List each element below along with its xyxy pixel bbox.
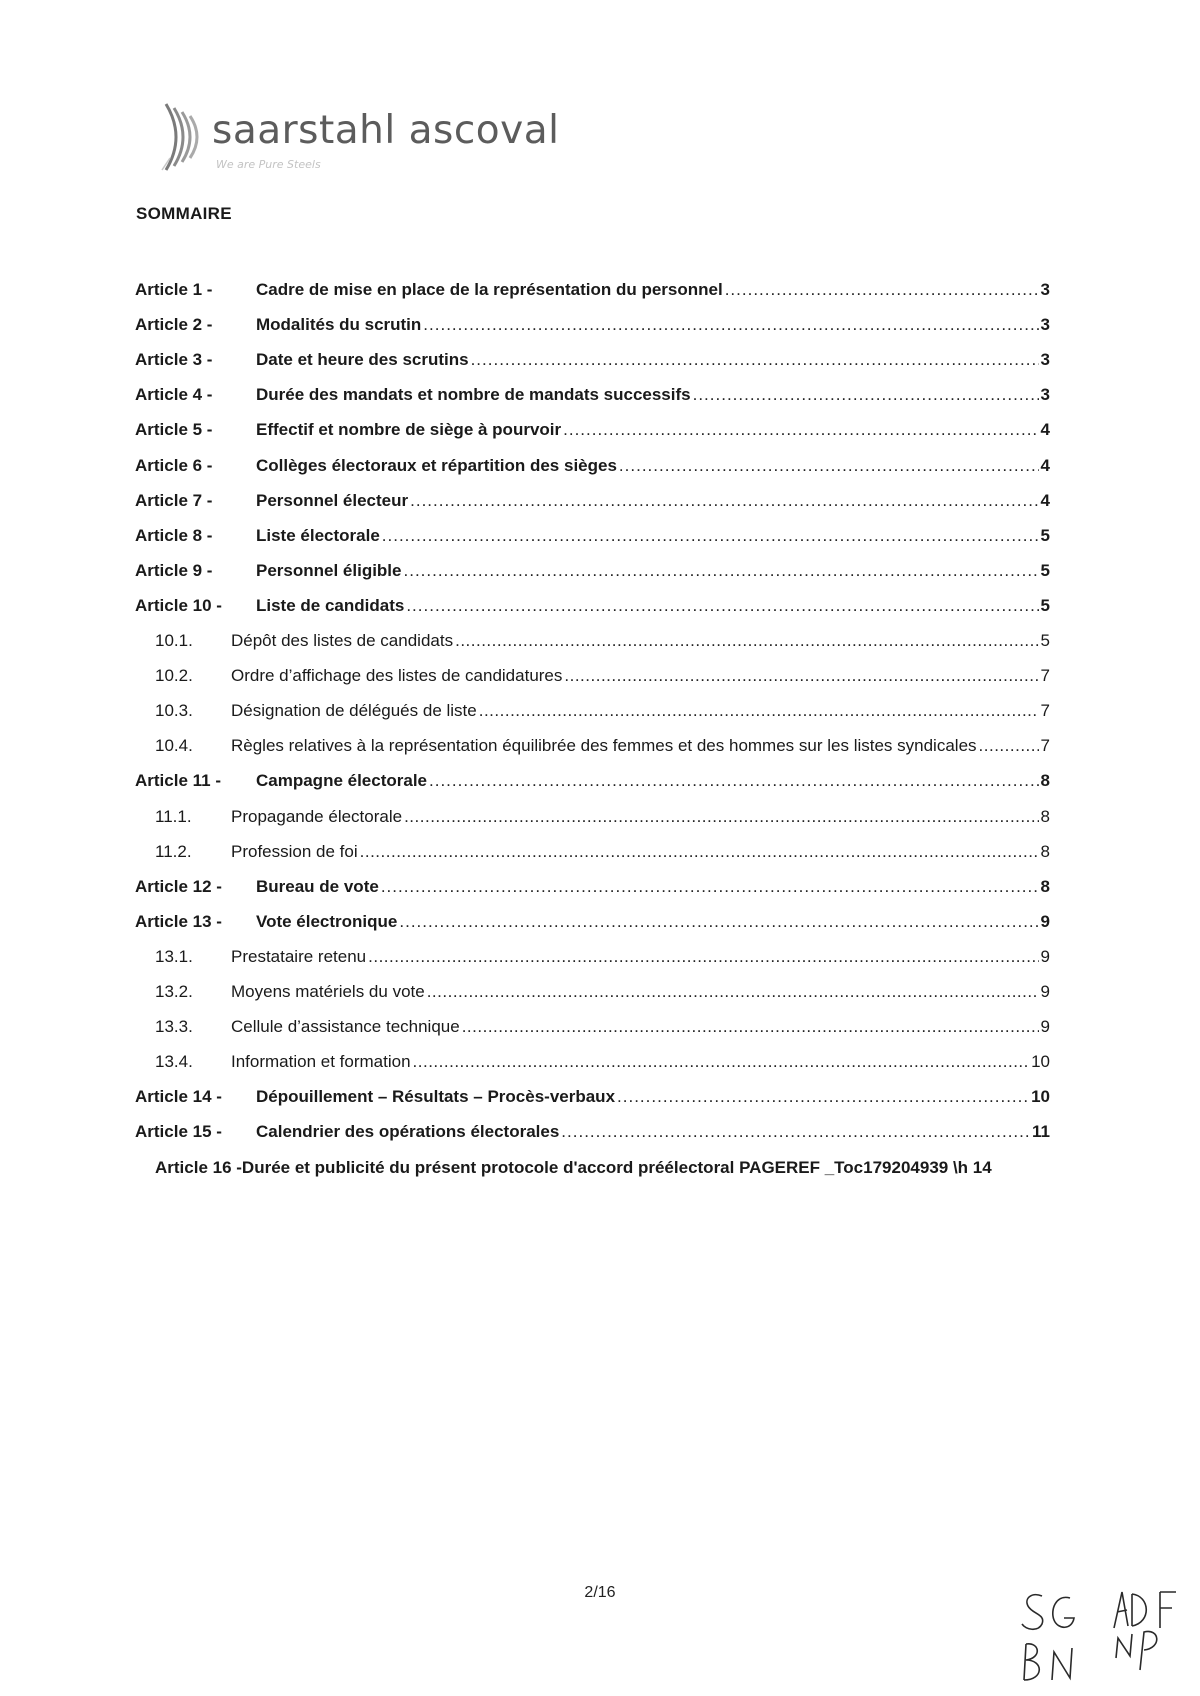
handwritten-initials	[1010, 1588, 1180, 1688]
toc-entry-number: 13.3.	[155, 1017, 193, 1037]
toc-entry-label: Dépouillement – Résultats – Procès-verbaux	[256, 1087, 616, 1107]
toc-article-entry[interactable]	[135, 456, 1050, 480]
toc-dot-leader	[471, 350, 1039, 370]
toc-entry-number: 13.1.	[155, 946, 193, 966]
toc-field-code-entry[interactable]: Article 16 -Durée et publicité du présent protocole d'accord préélectoral PAGEREF _Toc179204939 \h 14	[155, 1157, 992, 1177]
toc-entry-number: 10.4.	[155, 736, 193, 756]
toc-dot-leader	[619, 456, 1039, 476]
company-logo	[160, 98, 560, 178]
toc-entry-label: Information et formation	[231, 1052, 411, 1072]
toc-entry-label: Date et heure des scrutins	[256, 350, 469, 370]
toc-entry-page: 10	[1031, 1087, 1050, 1107]
toc-entry-page: 8	[1040, 876, 1050, 896]
toc-dot-leader	[427, 982, 1039, 1002]
toc-entry-page: 7	[1040, 701, 1050, 721]
toc-entry-number: Article 15 -	[135, 1122, 222, 1142]
toc-article-entry[interactable]	[135, 315, 1050, 339]
toc-entry-label: Liste électorale	[256, 525, 380, 545]
toc-entry-number: Article 10 -	[135, 595, 222, 615]
toc-article-entry[interactable]	[135, 1122, 1050, 1146]
toc-dot-leader	[563, 420, 1038, 440]
toc-dot-leader	[423, 315, 1038, 335]
toc-article-entry[interactable]	[135, 420, 1050, 444]
toc-entry-number: Article 3 -	[135, 350, 213, 370]
toc-dot-leader	[561, 1122, 1030, 1142]
toc-entry-label: Dépôt des listes de candidats	[231, 631, 454, 650]
toc-entry-label: Moyens matériels du vote	[231, 982, 425, 1001]
toc-entry-label: Effectif et nombre de siège à pourvoir	[256, 420, 562, 440]
toc-entry-label: Bureau de vote	[256, 876, 379, 896]
toc-entry-page: 8	[1040, 771, 1050, 791]
toc-entry-label: Ordre d’affichage des listes de candidatures	[231, 666, 563, 686]
toc-entry-number: 11.2.	[155, 841, 192, 861]
toc-article-entry[interactable]	[135, 526, 1050, 550]
toc-entry-page: 5	[1040, 595, 1050, 615]
toc-entry-number: 10.3.	[155, 701, 193, 721]
toc-entry-page: 3	[1040, 350, 1050, 370]
toc-dot-leader	[725, 280, 1039, 300]
toc-entry-page: 8	[1040, 806, 1050, 826]
toc-entry-number: Article 6 -	[135, 455, 213, 475]
toc-entry-page: 4	[1040, 490, 1050, 510]
toc-dot-leader	[455, 631, 1038, 651]
toc-entry-number: 10.1.	[155, 631, 193, 650]
toc-article-entry[interactable]	[135, 491, 1050, 515]
toc-entry-number: Article 9 -	[135, 560, 213, 580]
toc-title: SOMMAIRE	[136, 204, 232, 223]
toc-dot-leader	[382, 526, 1039, 546]
toc-article-entry[interactable]	[135, 596, 1050, 620]
toc-entry-label: Prestataire retenu	[231, 946, 367, 966]
toc-entry-label: Cadre de mise en place de la représentation du personnel	[256, 280, 723, 299]
toc-subsection-entry[interactable]	[155, 842, 1050, 866]
toc-dot-leader	[617, 1087, 1029, 1107]
toc-entry-label: Calendrier des opérations électorales	[256, 1122, 560, 1142]
toc-dot-leader	[693, 385, 1039, 405]
toc-entry-number: Article 2 -	[135, 315, 213, 335]
toc-entry-label: Campagne électorale	[256, 771, 428, 791]
toc-entry-page: 5	[1040, 631, 1050, 650]
page-number: 2/16	[584, 1584, 616, 1601]
toc-entry-label: Personnel éligible	[256, 560, 402, 580]
toc-entry-page: 11	[1032, 1122, 1050, 1142]
toc-subsection-entry[interactable]	[155, 701, 1050, 725]
toc-article-entry[interactable]	[135, 561, 1050, 585]
logo-wordmark: saarstahl ascoval	[212, 108, 560, 153]
toc-dot-leader	[410, 491, 1038, 511]
toc-entry-number: Article 7 -	[135, 490, 213, 510]
toc-entry-page: 10	[1031, 1052, 1050, 1072]
toc-subsection-entry[interactable]	[155, 666, 1050, 690]
toc-article-entry[interactable]	[135, 912, 1050, 936]
toc-article-entry[interactable]	[135, 385, 1050, 409]
toc-entry-label: Vote électronique	[256, 911, 398, 931]
toc-entry-page: 9	[1040, 911, 1050, 931]
toc-entry-page: 4	[1040, 455, 1050, 475]
logo-tagline: We are Pure Steels	[216, 158, 321, 171]
toc-entry-number: 10.2.	[155, 666, 193, 686]
toc-entry-page: 8	[1040, 841, 1050, 861]
logo-wave-icon	[160, 98, 208, 176]
toc-article-entry[interactable]	[135, 1087, 1050, 1111]
toc-entry-number: 13.2.	[155, 982, 193, 1001]
toc-entry-label: Modalités du scrutin	[256, 315, 422, 335]
toc-dot-leader	[406, 596, 1038, 616]
toc-entry-label: Personnel électeur	[256, 490, 409, 510]
toc-entry-label: Propagande électorale	[231, 806, 403, 826]
toc-entry-number: Article 14 -	[135, 1087, 222, 1107]
toc-entry-number: Article 4 -	[135, 385, 213, 405]
toc-article-entry[interactable]	[135, 280, 1050, 304]
toc-entry-number: Article 11 -	[135, 771, 221, 791]
toc-entry-page: 9	[1040, 946, 1050, 966]
toc-entry-label: Collèges électoraux et répartition des sièges	[256, 455, 617, 475]
toc-entry-page: 5	[1040, 525, 1050, 545]
toc-dot-leader	[381, 877, 1039, 897]
toc-entry-page: 7	[1040, 666, 1050, 686]
toc-entry-number: Article 8 -	[135, 525, 213, 545]
toc-article-entry[interactable]	[135, 771, 1050, 795]
toc-article-entry[interactable]	[135, 350, 1050, 374]
toc-dot-leader	[429, 771, 1039, 791]
toc-subsection-entry[interactable]	[155, 736, 1050, 760]
toc-entry-label: Durée des mandats et nombre de mandats successifs	[256, 385, 691, 405]
toc-entry-label: Profession de foi	[231, 841, 358, 861]
toc-dot-leader	[404, 807, 1038, 827]
toc-subsection-entry[interactable]	[155, 807, 1050, 831]
toc-entry-number: 13.4.	[155, 1052, 193, 1072]
toc-entry-number: Article 13 -	[135, 911, 222, 931]
toc-entry-label: Règles relatives à la représentation équilibrée des femmes et des hommes sur les listes syndicales	[231, 736, 977, 756]
toc-dot-leader	[462, 1017, 1039, 1037]
toc-entry-page: 3	[1040, 315, 1050, 335]
toc-dot-leader	[404, 561, 1039, 581]
toc-subsection-entry[interactable]	[155, 1052, 1050, 1076]
toc-dot-leader	[399, 912, 1038, 932]
toc-entry-number: Article 12 -	[135, 876, 222, 896]
toc-entry-page: 3	[1040, 280, 1050, 299]
toc-dot-leader	[479, 701, 1039, 721]
toc-entry-page: 3	[1040, 385, 1050, 405]
toc-entry-page: 5	[1040, 560, 1050, 580]
toc-entry-label: Désignation de délégués de liste	[231, 701, 477, 721]
toc-dot-leader	[368, 947, 1038, 967]
toc-subsection-entry[interactable]	[155, 947, 1050, 971]
toc-entry-label: Cellule d’assistance technique	[231, 1017, 460, 1037]
toc-entry-page: 9	[1040, 982, 1050, 1001]
toc-entry-label: Liste de candidats	[256, 595, 405, 615]
toc-dot-leader	[413, 1052, 1030, 1072]
toc-dot-leader	[360, 842, 1039, 862]
toc-entry-number: Article 1 -	[135, 280, 213, 299]
toc-entry-page: 4	[1040, 420, 1050, 440]
toc-entry-number: Article 5 -	[135, 420, 213, 440]
toc-article-entry[interactable]	[135, 877, 1050, 901]
toc-subsection-entry[interactable]	[155, 982, 1050, 1006]
toc-entry-page: 7	[1040, 736, 1050, 756]
toc-subsection-entry[interactable]	[155, 1017, 1050, 1041]
toc-entry-page: 9	[1040, 1017, 1050, 1037]
toc-subsection-entry[interactable]	[155, 631, 1050, 655]
toc-dot-leader	[564, 666, 1038, 686]
toc-dot-leader	[979, 736, 1039, 756]
toc-entry-number: 11.1.	[155, 806, 192, 826]
